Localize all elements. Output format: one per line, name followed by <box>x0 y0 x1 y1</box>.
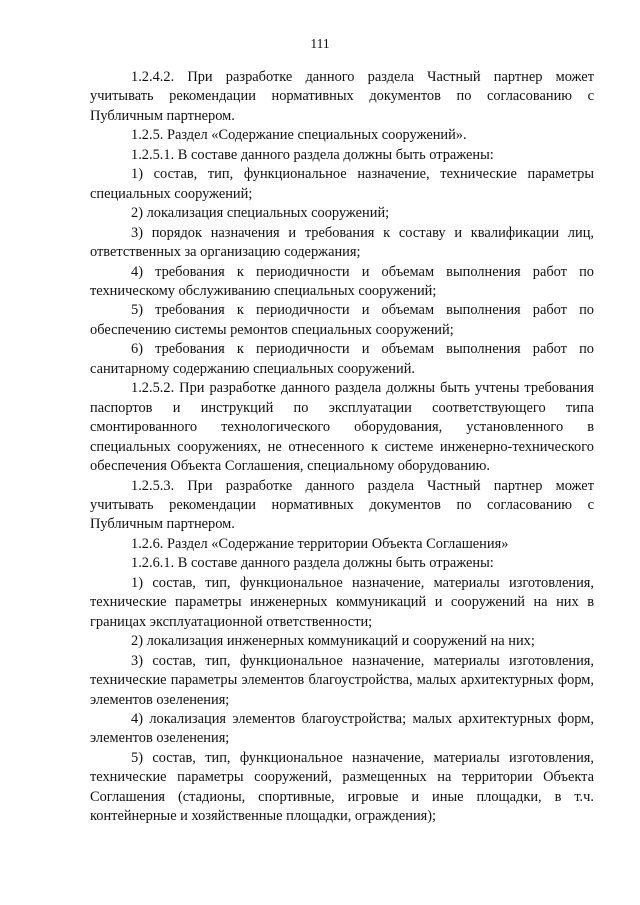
clause-1-2-4-2: 1.2.4.2. При разработке данного раздела Частный партнер может учитывать рекомендации нормативных документов по согласованию с Публичным партнером. <box>90 69 594 124</box>
list-item: 2) локализация специальных сооружений; <box>131 205 390 222</box>
clause-1-2-6-1: 1.2.6.1. В составе данного раздела должны быть отражены: <box>131 555 494 572</box>
list-item: 3) состав, тип, функциональное назначение, материалы изготовления, технические параметры элементов благоустройства, малых архитектурных форм, элементов озеленения; <box>90 652 594 708</box>
list-item: 6) требования к периодичности и объемам выполнения работ по санитарному содержанию специальных сооружений. <box>90 341 594 377</box>
clause-1-2-5-2: 1.2.5.2. При разработке данного раздела должны быть учтены требования паспортов и инструкций по эксплуатации соответствующего типа смонтированного технологического оборудования, установленного в специальных сооружениях, не отнесенного к системе инженерно-технического обеспечения Объекта Соглашения, специальному оборудованию. <box>90 380 594 475</box>
list-item: 3) порядок назначения и требования к составу и квалификации лиц, ответственных за организацию содержания; <box>90 224 594 261</box>
clause-1-2-5-3: 1.2.5.3. При разработке данного раздела Частный партнер может учитывать рекомендации нормативных документов по согласованию с Публичным партнером. <box>90 477 594 533</box>
list-item: 4) локализация элементов благоустройства; малых архитектурных форм, элементов озеленения; <box>90 710 594 747</box>
document-body <box>90 68 594 827</box>
list-item: 2) локализация инженерных коммуникаций и сооружений на них; <box>131 633 535 650</box>
section-heading-1-2-6: 1.2.6. Раздел «Содержание территории Объекта Соглашения» <box>131 535 509 552</box>
list-item: 5) состав, тип, функциональное назначение, материалы изготовления, технические параметры сооружений, размещенных на территории Объекта Соглашения (стадионы, спортивные, игровые и иные площадки, в т.ч. контейнерные и хозяйственные площадки, ограждения); <box>90 749 594 825</box>
list-item: 5) требования к периодичности и объемам выполнения работ по обеспечению системы ремонтов специальных сооружений; <box>90 302 594 338</box>
list-item: 4) требования к периодичности и объемам выполнения работ по техническому обслуживанию специальных сооружений; <box>90 263 594 299</box>
list-item: 1) состав, тип, функциональное назначение, материалы изготовления, технические параметры инженерных коммуникаций и сооружений на них в границах эксплуатационной ответственности; <box>90 574 594 630</box>
list-item: 1) состав, тип, функциональное назначение, технические параметры специальных сооружений; <box>90 166 594 202</box>
clause-1-2-5-1: 1.2.5.1. В составе данного раздела должны быть отражены: <box>131 146 494 163</box>
page-number: 111 <box>310 36 330 51</box>
section-heading-1-2-5: 1.2.5. Раздел «Содержание специальных сооружений». <box>131 127 467 144</box>
